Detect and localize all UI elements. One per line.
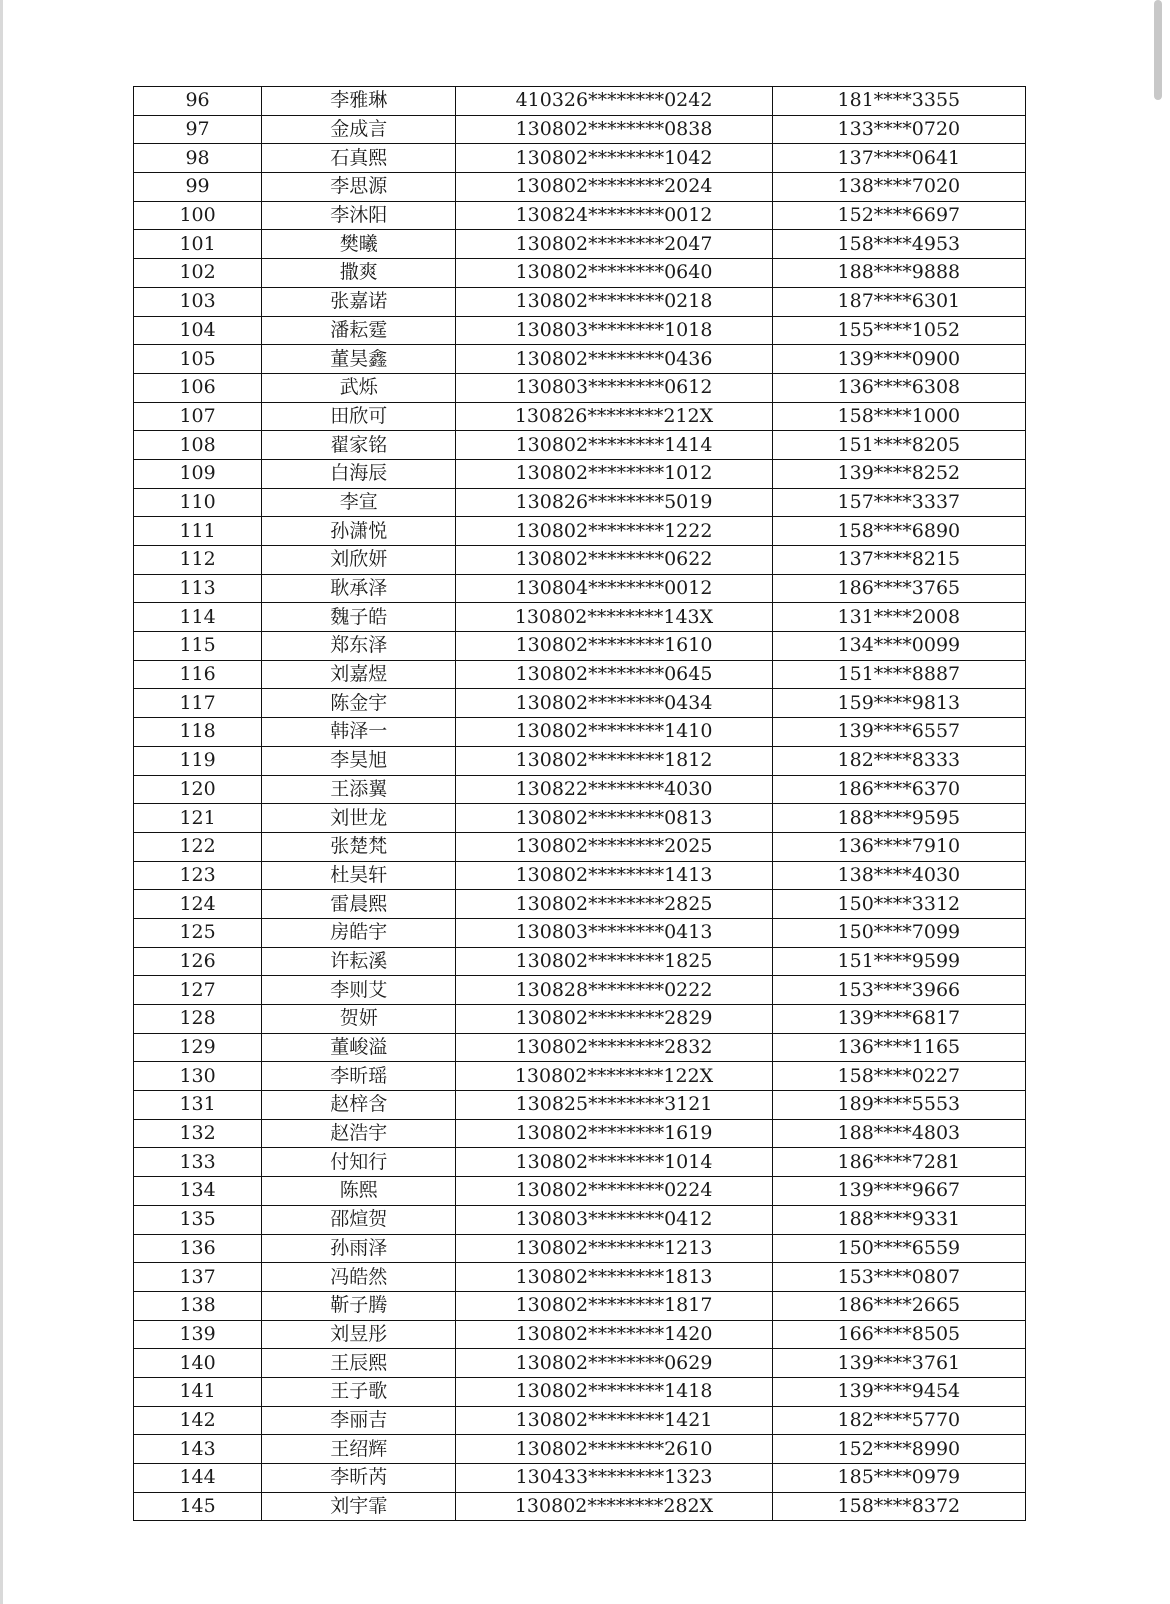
id-number-cell: 130802********0629 <box>456 1349 772 1378</box>
id-number-cell: 130802********2832 <box>456 1033 772 1062</box>
row-number-cell: 135 <box>134 1205 262 1234</box>
student-name-cell: 付知行 <box>262 1148 456 1177</box>
scrollbar[interactable] <box>1144 0 1170 1604</box>
phone-number-cell: 136****1165 <box>772 1033 1025 1062</box>
id-number-cell: 130802********1418 <box>456 1377 772 1406</box>
row-number-cell: 116 <box>134 660 262 689</box>
phone-number-cell: 151****8887 <box>772 660 1025 689</box>
roster-table-body <box>134 87 1026 1521</box>
phone-number-cell: 185****0979 <box>772 1464 1025 1493</box>
row-number-cell: 133 <box>134 1148 262 1177</box>
id-number-cell: 130802********1222 <box>456 517 772 546</box>
table-row <box>134 718 1026 747</box>
phone-number-cell: 139****6817 <box>772 1005 1025 1034</box>
table-row <box>134 1263 1026 1292</box>
row-number-cell: 139 <box>134 1320 262 1349</box>
student-name-cell: 刘世龙 <box>262 804 456 833</box>
id-number-cell: 130802********0813 <box>456 804 772 833</box>
phone-number-cell: 137****8215 <box>772 546 1025 575</box>
id-number-cell: 130802********0218 <box>456 287 772 316</box>
row-number-cell: 96 <box>134 87 262 116</box>
id-number-cell: 130433********1323 <box>456 1464 772 1493</box>
id-number-cell: 130802********0622 <box>456 546 772 575</box>
phone-number-cell: 186****6370 <box>772 775 1025 804</box>
id-number-cell: 130803********0612 <box>456 373 772 402</box>
row-number-cell: 127 <box>134 976 262 1005</box>
table-row <box>134 1205 1026 1234</box>
phone-number-cell: 152****6697 <box>772 201 1025 230</box>
phone-number-cell: 158****6890 <box>772 517 1025 546</box>
phone-number-cell: 182****8333 <box>772 746 1025 775</box>
table-row <box>134 890 1026 919</box>
row-number-cell: 115 <box>134 632 262 661</box>
student-name-cell: 陈金宇 <box>262 689 456 718</box>
student-name-cell: 王添翼 <box>262 775 456 804</box>
phone-number-cell: 153****3966 <box>772 976 1025 1005</box>
student-name-cell: 董昊鑫 <box>262 345 456 374</box>
phone-number-cell: 158****1000 <box>772 402 1025 431</box>
student-name-cell: 李沐阳 <box>262 201 456 230</box>
id-number-cell: 130802********2025 <box>456 832 772 861</box>
student-name-cell: 刘昱彤 <box>262 1320 456 1349</box>
page-edge <box>0 0 3 1604</box>
table-row <box>134 87 1026 116</box>
phone-number-cell: 137****0641 <box>772 144 1025 173</box>
table-row <box>134 660 1026 689</box>
student-name-cell: 王绍辉 <box>262 1435 456 1464</box>
phone-number-cell: 139****9667 <box>772 1177 1025 1206</box>
id-number-cell: 130802********1817 <box>456 1291 772 1320</box>
student-name-cell: 李丽吉 <box>262 1406 456 1435</box>
student-name-cell: 撒爽 <box>262 259 456 288</box>
student-name-cell: 王辰熙 <box>262 1349 456 1378</box>
student-name-cell: 靳子腾 <box>262 1291 456 1320</box>
id-number-cell: 130802********1813 <box>456 1263 772 1292</box>
id-number-cell: 130802********1812 <box>456 746 772 775</box>
phone-number-cell: 150****6559 <box>772 1234 1025 1263</box>
id-number-cell: 130802********2610 <box>456 1435 772 1464</box>
table-row <box>134 459 1026 488</box>
student-name-cell: 田欣可 <box>262 402 456 431</box>
id-number-cell: 130802********0436 <box>456 345 772 374</box>
id-number-cell: 130824********0012 <box>456 201 772 230</box>
student-name-cell: 李昕芮 <box>262 1464 456 1493</box>
student-name-cell: 孙潇悦 <box>262 517 456 546</box>
table-row <box>134 1177 1026 1206</box>
id-number-cell: 130802********1421 <box>456 1406 772 1435</box>
phone-number-cell: 152****8990 <box>772 1435 1025 1464</box>
phone-number-cell: 186****7281 <box>772 1148 1025 1177</box>
table-row <box>134 488 1026 517</box>
student-name-cell: 赵梓含 <box>262 1091 456 1120</box>
row-number-cell: 100 <box>134 201 262 230</box>
id-number-cell: 130802********1825 <box>456 947 772 976</box>
student-name-cell: 刘宇霏 <box>262 1492 456 1521</box>
row-number-cell: 141 <box>134 1377 262 1406</box>
id-number-cell: 130803********0412 <box>456 1205 772 1234</box>
id-number-cell: 130802********0645 <box>456 660 772 689</box>
row-number-cell: 121 <box>134 804 262 833</box>
phone-number-cell: 151****9599 <box>772 947 1025 976</box>
student-name-cell: 冯皓然 <box>262 1263 456 1292</box>
phone-number-cell: 188****9888 <box>772 259 1025 288</box>
id-number-cell: 130802********2024 <box>456 173 772 202</box>
phone-number-cell: 139****3761 <box>772 1349 1025 1378</box>
phone-number-cell: 155****1052 <box>772 316 1025 345</box>
row-number-cell: 140 <box>134 1349 262 1378</box>
row-number-cell: 128 <box>134 1005 262 1034</box>
id-number-cell: 130803********1018 <box>456 316 772 345</box>
row-number-cell: 119 <box>134 746 262 775</box>
student-name-cell: 贺妍 <box>262 1005 456 1034</box>
id-number-cell: 130803********0413 <box>456 918 772 947</box>
row-number-cell: 104 <box>134 316 262 345</box>
table-row <box>134 689 1026 718</box>
id-number-cell: 130802********2825 <box>456 890 772 919</box>
table-row <box>134 115 1026 144</box>
table-row <box>134 1349 1026 1378</box>
row-number-cell: 113 <box>134 574 262 603</box>
table-row <box>134 775 1026 804</box>
table-row <box>134 345 1026 374</box>
id-number-cell: 130802********1042 <box>456 144 772 173</box>
table-row <box>134 1033 1026 1062</box>
student-name-cell: 石真熙 <box>262 144 456 173</box>
row-number-cell: 143 <box>134 1435 262 1464</box>
row-number-cell: 130 <box>134 1062 262 1091</box>
row-number-cell: 120 <box>134 775 262 804</box>
table-row <box>134 1320 1026 1349</box>
row-number-cell: 126 <box>134 947 262 976</box>
id-number-cell: 130826********5019 <box>456 488 772 517</box>
student-name-cell: 耿承泽 <box>262 574 456 603</box>
phone-number-cell: 187****6301 <box>772 287 1025 316</box>
table-row <box>134 1406 1026 1435</box>
row-number-cell: 118 <box>134 718 262 747</box>
id-number-cell: 130802********0838 <box>456 115 772 144</box>
phone-number-cell: 159****9813 <box>772 689 1025 718</box>
student-name-cell: 潘耘霆 <box>262 316 456 345</box>
table-row <box>134 1091 1026 1120</box>
student-name-cell: 郑东泽 <box>262 632 456 661</box>
id-number-cell: 130802********0224 <box>456 1177 772 1206</box>
student-name-cell: 李宣 <box>262 488 456 517</box>
student-name-cell: 邵煊贺 <box>262 1205 456 1234</box>
row-number-cell: 112 <box>134 546 262 575</box>
id-number-cell: 130802********1420 <box>456 1320 772 1349</box>
id-number-cell: 130802********2829 <box>456 1005 772 1034</box>
table-row <box>134 1492 1026 1521</box>
student-name-cell: 李昊旭 <box>262 746 456 775</box>
table-row <box>134 1234 1026 1263</box>
student-name-cell: 白海辰 <box>262 459 456 488</box>
table-row <box>134 316 1026 345</box>
phone-number-cell: 186****3765 <box>772 574 1025 603</box>
id-number-cell: 130802********1413 <box>456 861 772 890</box>
phone-number-cell: 188****9595 <box>772 804 1025 833</box>
table-row <box>134 1377 1026 1406</box>
phone-number-cell: 131****2008 <box>772 603 1025 632</box>
row-number-cell: 98 <box>134 144 262 173</box>
student-name-cell: 李则艾 <box>262 976 456 1005</box>
id-number-cell: 130802********1610 <box>456 632 772 661</box>
row-number-cell: 131 <box>134 1091 262 1120</box>
id-number-cell: 130828********0222 <box>456 976 772 1005</box>
id-number-cell: 130802********1619 <box>456 1119 772 1148</box>
student-name-cell: 雷晨熙 <box>262 890 456 919</box>
table-row <box>134 918 1026 947</box>
student-name-cell: 刘嘉煜 <box>262 660 456 689</box>
row-number-cell: 132 <box>134 1119 262 1148</box>
id-number-cell: 130826********212X <box>456 402 772 431</box>
phone-number-cell: 158****0227 <box>772 1062 1025 1091</box>
phone-number-cell: 133****0720 <box>772 115 1025 144</box>
row-number-cell: 145 <box>134 1492 262 1521</box>
table-row <box>134 287 1026 316</box>
table-row <box>134 230 1026 259</box>
scrollbar-thumb[interactable] <box>1154 0 1162 100</box>
row-number-cell: 142 <box>134 1406 262 1435</box>
student-name-cell: 杜昊轩 <box>262 861 456 890</box>
row-number-cell: 123 <box>134 861 262 890</box>
row-number-cell: 137 <box>134 1263 262 1292</box>
phone-number-cell: 136****6308 <box>772 373 1025 402</box>
student-name-cell: 武烁 <box>262 373 456 402</box>
table-row <box>134 832 1026 861</box>
phone-number-cell: 186****2665 <box>772 1291 1025 1320</box>
phone-number-cell: 138****4030 <box>772 861 1025 890</box>
student-name-cell: 金成言 <box>262 115 456 144</box>
row-number-cell: 107 <box>134 402 262 431</box>
table-row <box>134 431 1026 460</box>
phone-number-cell: 139****8252 <box>772 459 1025 488</box>
table-row <box>134 1062 1026 1091</box>
phone-number-cell: 158****4953 <box>772 230 1025 259</box>
row-number-cell: 125 <box>134 918 262 947</box>
student-name-cell: 李雅琳 <box>262 87 456 116</box>
table-row <box>134 259 1026 288</box>
table-row <box>134 861 1026 890</box>
row-number-cell: 102 <box>134 259 262 288</box>
id-number-cell: 130802********0640 <box>456 259 772 288</box>
student-name-cell: 赵浩宇 <box>262 1119 456 1148</box>
student-name-cell: 孙雨泽 <box>262 1234 456 1263</box>
row-number-cell: 108 <box>134 431 262 460</box>
table-row <box>134 1291 1026 1320</box>
phone-number-cell: 166****8505 <box>772 1320 1025 1349</box>
phone-number-cell: 139****0900 <box>772 345 1025 374</box>
table-row <box>134 603 1026 632</box>
phone-number-cell: 150****7099 <box>772 918 1025 947</box>
table-row <box>134 402 1026 431</box>
row-number-cell: 122 <box>134 832 262 861</box>
phone-number-cell: 136****7910 <box>772 832 1025 861</box>
student-name-cell: 韩泽一 <box>262 718 456 747</box>
phone-number-cell: 153****0807 <box>772 1263 1025 1292</box>
student-name-cell: 魏子皓 <box>262 603 456 632</box>
id-number-cell: 130802********0434 <box>456 689 772 718</box>
id-number-cell: 410326********0242 <box>456 87 772 116</box>
table-row <box>134 1005 1026 1034</box>
student-name-cell: 陈熙 <box>262 1177 456 1206</box>
phone-number-cell: 151****8205 <box>772 431 1025 460</box>
row-number-cell: 129 <box>134 1033 262 1062</box>
table-row <box>134 517 1026 546</box>
table-row <box>134 1464 1026 1493</box>
id-number-cell: 130802********2047 <box>456 230 772 259</box>
id-number-cell: 130802********1410 <box>456 718 772 747</box>
row-number-cell: 117 <box>134 689 262 718</box>
student-name-cell: 房皓宇 <box>262 918 456 947</box>
id-number-cell: 130802********143X <box>456 603 772 632</box>
phone-number-cell: 182****5770 <box>772 1406 1025 1435</box>
table-row <box>134 144 1026 173</box>
table-row <box>134 373 1026 402</box>
row-number-cell: 101 <box>134 230 262 259</box>
row-number-cell: 105 <box>134 345 262 374</box>
id-number-cell: 130802********1012 <box>456 459 772 488</box>
table-row <box>134 746 1026 775</box>
student-name-cell: 张嘉诺 <box>262 287 456 316</box>
row-number-cell: 124 <box>134 890 262 919</box>
student-name-cell: 刘欣妍 <box>262 546 456 575</box>
student-name-cell: 许耘溪 <box>262 947 456 976</box>
id-number-cell: 130802********1014 <box>456 1148 772 1177</box>
phone-number-cell: 138****7020 <box>772 173 1025 202</box>
roster-table <box>133 86 1026 1521</box>
table-row <box>134 1435 1026 1464</box>
student-name-cell: 樊曦 <box>262 230 456 259</box>
row-number-cell: 109 <box>134 459 262 488</box>
phone-number-cell: 189****5553 <box>772 1091 1025 1120</box>
row-number-cell: 97 <box>134 115 262 144</box>
table-row <box>134 574 1026 603</box>
student-name-cell: 李昕瑶 <box>262 1062 456 1091</box>
row-number-cell: 134 <box>134 1177 262 1206</box>
table-row <box>134 1119 1026 1148</box>
phone-number-cell: 157****3337 <box>772 488 1025 517</box>
phone-number-cell: 139****6557 <box>772 718 1025 747</box>
id-number-cell: 130822********4030 <box>456 775 772 804</box>
id-number-cell: 130804********0012 <box>456 574 772 603</box>
student-name-cell: 翟家铭 <box>262 431 456 460</box>
phone-number-cell: 150****3312 <box>772 890 1025 919</box>
phone-number-cell: 139****9454 <box>772 1377 1025 1406</box>
id-number-cell: 130802********1414 <box>456 431 772 460</box>
table-row <box>134 976 1026 1005</box>
student-name-cell: 王子歌 <box>262 1377 456 1406</box>
table-row <box>134 1148 1026 1177</box>
table-row <box>134 804 1026 833</box>
phone-number-cell: 188****9331 <box>772 1205 1025 1234</box>
student-name-cell: 张楚梵 <box>262 832 456 861</box>
id-number-cell: 130802********122X <box>456 1062 772 1091</box>
row-number-cell: 144 <box>134 1464 262 1493</box>
id-number-cell: 130825********3121 <box>456 1091 772 1120</box>
row-number-cell: 99 <box>134 173 262 202</box>
row-number-cell: 136 <box>134 1234 262 1263</box>
table-row <box>134 632 1026 661</box>
table-row <box>134 201 1026 230</box>
table-row <box>134 173 1026 202</box>
row-number-cell: 111 <box>134 517 262 546</box>
phone-number-cell: 158****8372 <box>772 1492 1025 1521</box>
phone-number-cell: 181****3355 <box>772 87 1025 116</box>
table-row <box>134 947 1026 976</box>
student-name-cell: 董峻溢 <box>262 1033 456 1062</box>
id-number-cell: 130802********1213 <box>456 1234 772 1263</box>
row-number-cell: 103 <box>134 287 262 316</box>
row-number-cell: 114 <box>134 603 262 632</box>
row-number-cell: 110 <box>134 488 262 517</box>
student-name-cell: 李思源 <box>262 173 456 202</box>
row-number-cell: 106 <box>134 373 262 402</box>
phone-number-cell: 134****0099 <box>772 632 1025 661</box>
table-row <box>134 546 1026 575</box>
phone-number-cell: 188****4803 <box>772 1119 1025 1148</box>
id-number-cell: 130802********282X <box>456 1492 772 1521</box>
row-number-cell: 138 <box>134 1291 262 1320</box>
